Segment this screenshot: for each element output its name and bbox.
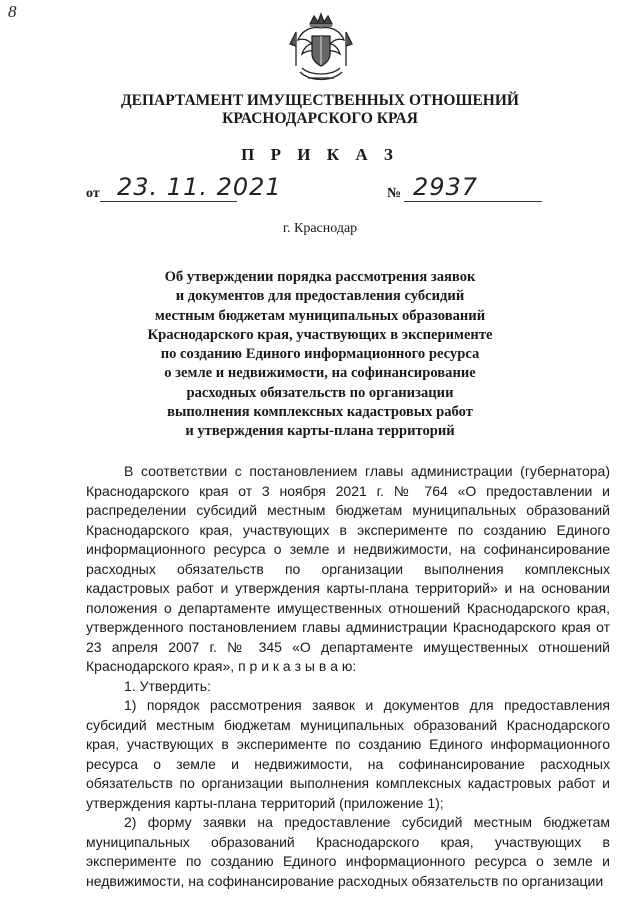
body-paragraph-subitem-2: 2) форму заявки на предоставление субсидий местным бюджетам муниципальных образований Краснодарского края, участвующих в эксперименте по созданию Единого информационного ресурса о земле и недвижимости, на софинансирование расходных обязательств по организации [86, 814, 610, 889]
department-name-line2: КРАСНОДАРСКОГО КРАЯ [222, 110, 418, 127]
document-body [86, 462, 610, 891]
body-paragraph-item-1: 1. Утвердить: [124, 677, 211, 694]
title-line: местным бюджетам муниципальных образований [154, 307, 486, 324]
body-paragraph-preamble: В соответствии с постановлением главы администрации (губернатора) Краснодарского края от 3 ноября 2021 г. № 764 «О предоставлении и распределении субсидий местным бюджетам муниципальных образований Краснодарского края, участвующих в эксперименте по созданию Единого информационного ресурса о земле и недвижимости, на софинансирование расходных обязательств по организации выполнения комплексных кадастровых работ и утверждения карты-плана территорий» и на основании положения о департаменте имущественных отношений Краснодарского края, утвержденного постановлением главы администрации Краснодарского края от 23 апреля 2007 г. № 345 «О департаменте имущественных отношений Краснодарского края», п р и к а з ы в а ю: [86, 463, 610, 674]
title-line: и утверждения карты-плана территорий [185, 423, 455, 440]
corner-handwritten-mark: 8 [8, 2, 17, 21]
document-type-heading: П Р И К А З [241, 145, 399, 164]
document-title [0, 268, 640, 442]
city-line: г. Краснодар [282, 221, 358, 236]
department-name-line1: ДЕПАРТАМЕНТ ИМУЩЕСТВЕННЫХ ОТНОШЕНИЙ [121, 92, 519, 109]
date-value-handwritten: 23. 11. 2021 [117, 173, 282, 201]
title-line: и документов для предоставления субсидий [175, 288, 465, 305]
coat-of-arms-emblem-icon [288, 10, 354, 86]
title-line: выполнения комплексных кадастровых работ [167, 404, 473, 421]
number-underline [404, 201, 542, 202]
title-line: расходных обязательств по организации [186, 384, 454, 401]
title-line: Краснодарского края, участвующих в эксперименте [147, 326, 493, 343]
number-value-handwritten: 2937 [413, 173, 479, 201]
title-line: Об утверждении порядка рассмотрения заявок [164, 269, 476, 285]
title-line: о земле и недвижимости, на софинансирование [164, 365, 476, 382]
title-line: по созданию Единого информационного ресурса [160, 346, 480, 363]
department-name [0, 92, 640, 128]
body-paragraph-subitem-1: 1) порядок рассмотрения заявок и документов для предоставления субсидий местным бюджетам муниципальных образований Краснодарского края, участвующих в эксперименте по созданию Единого информационного ресурса о земле и недвижимости, на софинансирование расходных обязательств по организации выполнения комплексных кадастровых работ и утверждения карты-плана территорий (приложение 1); [86, 697, 610, 811]
date-label: от [86, 186, 100, 201]
date-underline [100, 201, 237, 202]
number-label: № [387, 186, 402, 201]
